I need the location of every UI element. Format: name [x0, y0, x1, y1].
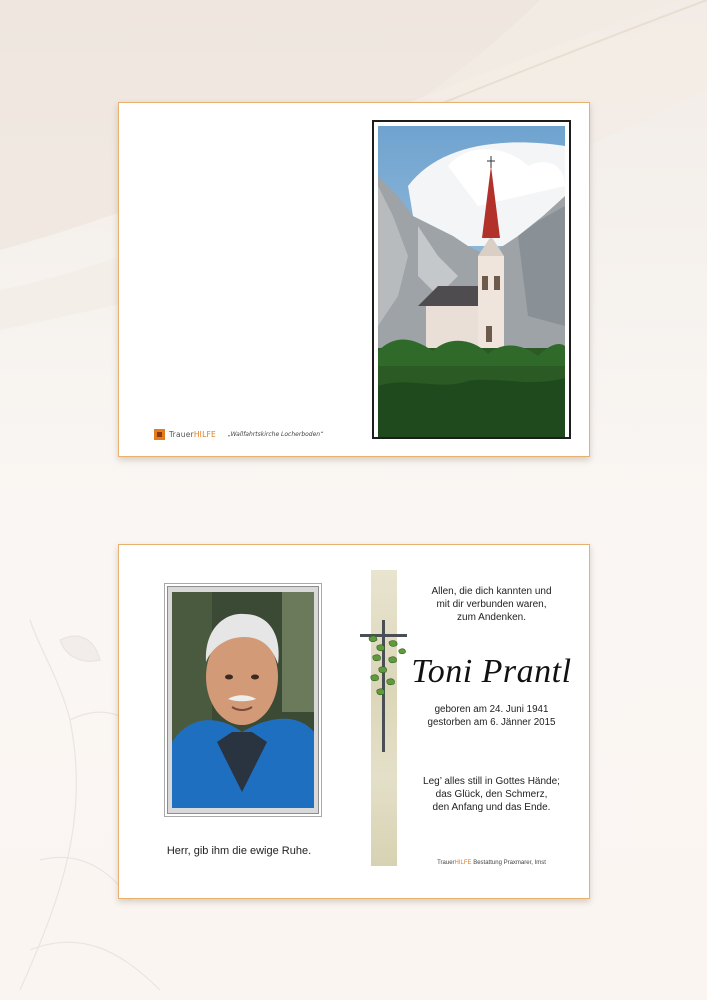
cross-with-ivy-icon	[359, 620, 409, 760]
church-photo	[378, 126, 565, 437]
life-dates: geboren am 24. Juni 1941 gestorben am 6. Jänner 2015	[427, 704, 556, 728]
condolence-text: Allen, die dich kannten und mit dir verbunden waren, zum Andenken.	[431, 586, 552, 623]
left-epitaph: Herr, gib ihm die ewige Ruhe.	[166, 845, 312, 857]
photo-caption: „Wallfahrtskirche Locherboden“	[227, 430, 324, 438]
portrait-photo	[172, 592, 314, 808]
portrait-frame	[164, 583, 322, 817]
front-card	[118, 102, 590, 457]
front-brand	[154, 427, 323, 441]
decorative-stripe	[371, 570, 397, 866]
back-card	[118, 544, 590, 899]
back-footer: TrauerHILFE Bestattung Praxmarer, Imst	[437, 860, 546, 866]
poem-text: Leg’ alles still in Gottes Hände; das Glück, den Schmerz, den Anfang und das Ende.	[423, 776, 560, 813]
portrait-inner-frame	[167, 586, 319, 814]
trauerhilfe-logo-icon	[154, 429, 165, 440]
church-photo-frame	[372, 120, 571, 439]
deceased-name: Toni Prantl	[411, 653, 572, 690]
brand-name: TrauerHILFE	[169, 429, 216, 439]
